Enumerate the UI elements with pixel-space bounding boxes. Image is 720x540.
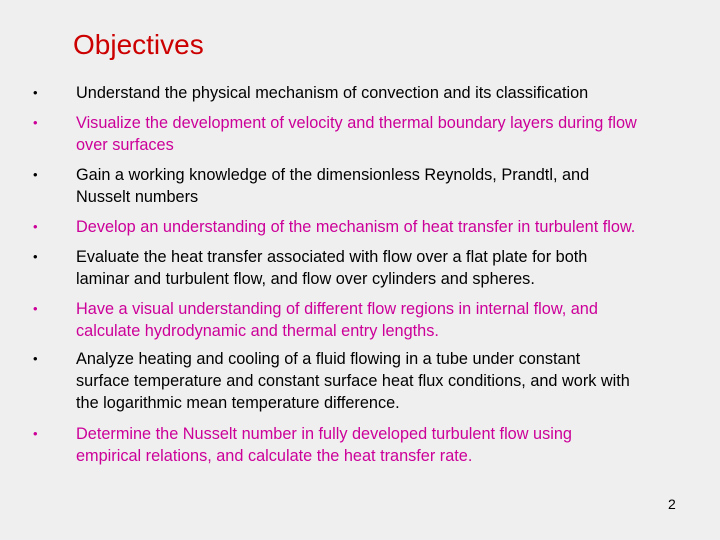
bullet-icon: • [33,219,38,234]
objective-line: Determine the Nusselt number in fully developed turbulent flow using [76,425,572,443]
objective-line: Develop an understanding of the mechanism of heat transfer in turbulent flow. [76,218,636,236]
objective-line: Nusselt numbers [76,188,199,206]
objective-text [76,216,704,238]
page-number: 2 [668,496,676,512]
bullet-icon: • [33,249,38,264]
objective-line: over surfaces [76,136,174,154]
bullet-icon: • [33,115,38,130]
bullet-icon: • [33,167,38,182]
objective-line: empirical relations, and calculate the heat transfer rate. [76,447,473,465]
bullet-icon: • [33,351,38,366]
objective-line: Visualize the development of velocity and thermal boundary layers during flow [76,114,637,132]
objective-text [76,348,704,414]
slide-title: Objectives [73,29,204,60]
objective-line: Analyze heating and cooling of a fluid flowing in a tube under constant [76,350,581,368]
objective-line: the logarithmic mean temperature difference. [76,394,400,412]
objective-line: Understand the physical mechanism of convection and its classification [76,84,589,102]
objective-line: Have a visual understanding of different flow regions in internal flow, and [76,300,598,318]
objective-text [76,164,704,208]
objective-text [76,423,704,467]
objective-line: Evaluate the heat transfer associated with flow over a flat plate for both [76,248,588,266]
objective-line: Gain a working knowledge of the dimensionless Reynolds, Prandtl, and [76,166,590,184]
objective-line: calculate hydrodynamic and thermal entry lengths. [76,322,439,340]
bullet-icon: • [33,301,38,316]
bullet-icon: • [33,426,38,441]
objective-text [76,112,704,156]
objective-text [76,246,704,290]
objective-text [76,298,704,342]
bullet-icon: • [33,85,38,100]
objective-line: laminar and turbulent flow, and flow over cylinders and spheres. [76,270,535,288]
objective-line: surface temperature and constant surface heat flux conditions, and work with [76,372,630,390]
objective-text [76,82,704,104]
